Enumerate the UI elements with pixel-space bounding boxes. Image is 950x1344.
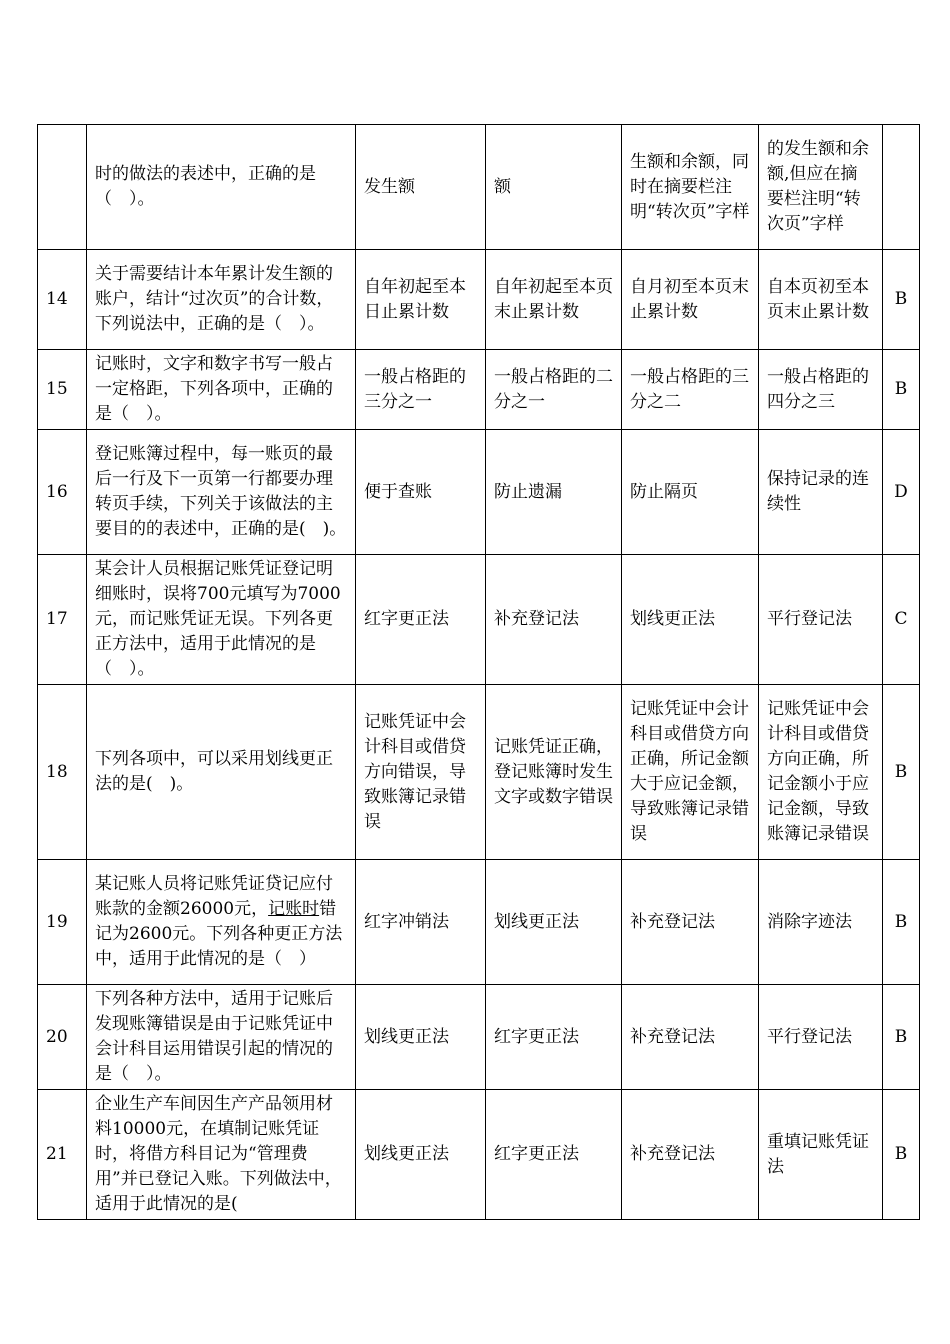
answer: B xyxy=(883,1090,920,1220)
option-a: 红字更正法 xyxy=(356,555,486,685)
option-a: 发生额 xyxy=(356,125,486,250)
question-text: 下列各种方法中，适用于记账后发现账簿错误是由于记账凭证中会计科目运用错误引起的情况的是（ ）。 xyxy=(87,985,356,1090)
answer: B xyxy=(883,860,920,985)
option-d: 记账凭证中会计科目或借贷方向正确，所记金额小于应记金额，导致账簿记录错误 xyxy=(759,685,883,860)
option-b: 额 xyxy=(486,125,622,250)
question-number: 16 xyxy=(38,430,87,555)
option-c: 补充登记法 xyxy=(622,985,759,1090)
answer: D xyxy=(883,430,920,555)
option-c: 生额和余额，同时在摘要栏注明“转次页”字样 xyxy=(622,125,759,250)
option-d: 平行登记法 xyxy=(759,555,883,685)
question-number: 21 xyxy=(38,1090,87,1220)
option-a: 记账凭证中会计科目或借贷方向错误，导致账簿记录错误 xyxy=(356,685,486,860)
question-text-part: 错记为2600元。下列各种更正方法中，适用于此情况的是（ ） xyxy=(95,899,343,969)
answer: B xyxy=(883,685,920,860)
option-d: 一般占格距的四分之三 xyxy=(759,350,883,430)
question-text: 时的做法的表述中，正确的是（ ）。 xyxy=(87,125,356,250)
option-a: 红字冲销法 xyxy=(356,860,486,985)
table-row xyxy=(38,555,920,685)
option-c: 补充登记法 xyxy=(622,860,759,985)
question-number: 19 xyxy=(38,860,87,985)
option-c: 自月初至本页末止累计数 xyxy=(622,250,759,350)
question-number: 14 xyxy=(38,250,87,350)
question-number: 17 xyxy=(38,555,87,685)
question-text: 关于需要结计本年累计发生额的账户，结计“过次页”的合计数，下列说法中，正确的是（ ）。 xyxy=(87,250,356,350)
table-row xyxy=(38,985,920,1090)
answer: B xyxy=(883,985,920,1090)
answer: B xyxy=(883,350,920,430)
option-a: 便于查账 xyxy=(356,430,486,555)
option-a: 划线更正法 xyxy=(356,985,486,1090)
option-c: 防止隔页 xyxy=(622,430,759,555)
option-d: 平行登记法 xyxy=(759,985,883,1090)
option-d: 消除字迹法 xyxy=(759,860,883,985)
option-c: 一般占格距的三分之二 xyxy=(622,350,759,430)
option-c: 记账凭证中会计科目或借贷方向正确，所记金额大于应记金额，导致账簿记录错误 xyxy=(622,685,759,860)
table-row xyxy=(38,860,920,985)
table-row xyxy=(38,250,920,350)
question-text: 登记账簿过程中，每一账页的最后一行及下一页第一行都要办理转页手续，下列关于该做法的主要目的的表述中，正确的是( )。 xyxy=(87,430,356,555)
option-b: 补充登记法 xyxy=(486,555,622,685)
option-a: 一般占格距的三分之一 xyxy=(356,350,486,430)
option-d: 保持记录的连续性 xyxy=(759,430,883,555)
option-b: 自年初起至本页末止累计数 xyxy=(486,250,622,350)
question-text: 下列各项中，可以采用划线更正法的是( )。 xyxy=(87,685,356,860)
answer xyxy=(883,125,920,250)
option-d: 重填记账凭证法 xyxy=(759,1090,883,1220)
option-c: 划线更正法 xyxy=(622,555,759,685)
question-table xyxy=(37,124,920,1220)
option-d: 的发生额和余额,但应在摘要栏注明“转次页”字样 xyxy=(759,125,883,250)
option-a: 自年初起至本日止累计数 xyxy=(356,250,486,350)
option-c: 补充登记法 xyxy=(622,1090,759,1220)
question-number: 15 xyxy=(38,350,87,430)
table-row xyxy=(38,1090,920,1220)
option-b: 红字更正法 xyxy=(486,985,622,1090)
option-d: 自本页初至本页末止累计数 xyxy=(759,250,883,350)
question-text: 记账时，文字和数字书写一般占一定格距，下列各项中，正确的是（ ）。 xyxy=(87,350,356,430)
option-b: 一般占格距的二分之一 xyxy=(486,350,622,430)
question-text xyxy=(87,860,356,985)
underlined-text: 记账时 xyxy=(268,899,320,919)
option-b: 防止遗漏 xyxy=(486,430,622,555)
answer: B xyxy=(883,250,920,350)
table-row xyxy=(38,430,920,555)
question-number: 20 xyxy=(38,985,87,1090)
option-b: 红字更正法 xyxy=(486,1090,622,1220)
table-row xyxy=(38,685,920,860)
answer: C xyxy=(883,555,920,685)
table-row xyxy=(38,125,920,250)
option-a: 划线更正法 xyxy=(356,1090,486,1220)
question-text: 某会计人员根据记账凭证登记明细账时，误将700元填写为7000元，而记账凭证无误。下列各更正方法中，适用于此情况的是（ ）。 xyxy=(87,555,356,685)
option-b: 记账凭证正确，登记账簿时发生文字或数字错误 xyxy=(486,685,622,860)
question-number: 18 xyxy=(38,685,87,860)
option-b: 划线更正法 xyxy=(486,860,622,985)
question-number xyxy=(38,125,87,250)
question-text-part: 某记账人员将记账凭证贷记应付账款的金额26000元， xyxy=(95,874,333,919)
table-row xyxy=(38,350,920,430)
question-text: 企业生产车间因生产产品领用材料10000元，在填制记账凭证时，将借方科目记为“管理费用”并已登记入账。下列做法中，适用于此情况的是( xyxy=(87,1090,356,1220)
